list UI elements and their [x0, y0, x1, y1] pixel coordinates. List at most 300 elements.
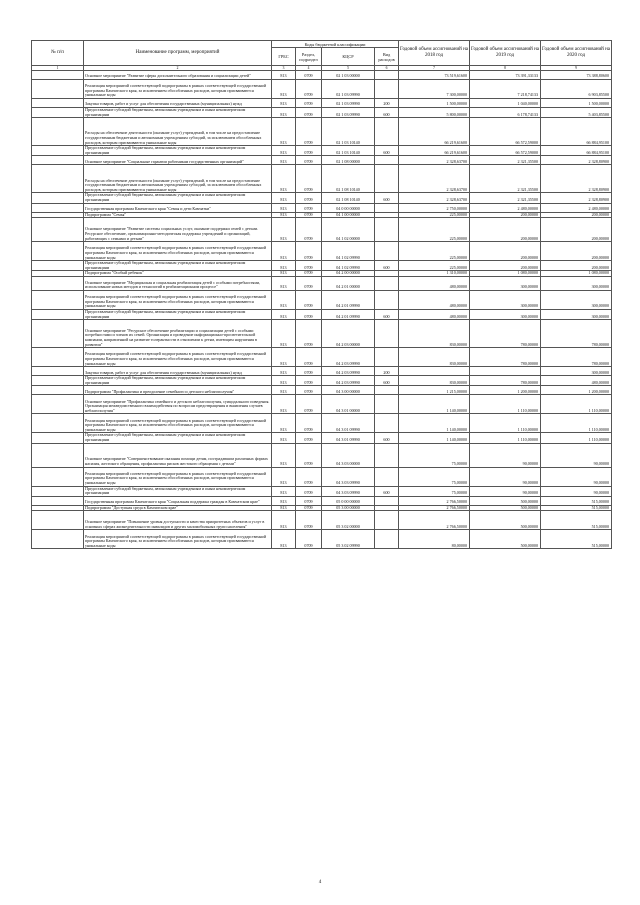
program-name-cell: Расходы на обеспечение деятельности (оказание услуг) учреждений, в том числе на предоставление государственным бюджетным и автономным учреждениям субсидий, за исключением обособленных расходов, которым присваиваются уникальные коды — [84, 118, 272, 146]
row-number-cell — [32, 386, 84, 395]
table-row — [32, 367, 612, 376]
razdel-cell: 0709 — [296, 496, 322, 505]
row-number-cell — [32, 395, 84, 414]
vr-cell: 600 — [375, 309, 399, 319]
ksr-cell: 05 3 02 00000 — [322, 511, 375, 530]
amount-2019-cell: 2 480,00000 — [470, 203, 541, 212]
ksr-cell: 04 1 02 00000 — [322, 218, 375, 242]
razdel-cell: 0709 — [296, 108, 322, 118]
amount-2019-cell: 73 391,33133 — [470, 71, 541, 80]
ksr-cell: 04 2 03 09990 — [322, 376, 375, 386]
program-name-cell: Реализация мероприятий соответствующей подпрограммы в рамках соответствующей государственной программы Камчатского края, за исключением обособленных расходов, которым присваиваются уникальные коды — [84, 467, 272, 486]
table-row — [32, 414, 612, 433]
razdel-cell: 0709 — [296, 165, 322, 193]
amount-2019-cell: 90,00000 — [470, 486, 541, 496]
table-row — [32, 290, 612, 309]
amount-2019-cell: 2 321,35500 — [470, 165, 541, 193]
header-2019: Годовой объем ассигнований на 2019 год — [470, 41, 541, 66]
grbs-cell: 813 — [272, 309, 296, 319]
amount-2020-cell: 2 328,80900 — [541, 156, 612, 165]
grbs-cell: 813 — [272, 443, 296, 467]
grbs-cell: 813 — [272, 467, 296, 486]
vr-cell — [375, 203, 399, 212]
ksr-cell: 04 3 01 09990 — [322, 414, 375, 433]
index-cell: 1 — [32, 66, 84, 71]
grbs-cell: 813 — [272, 511, 296, 530]
table-row — [32, 261, 612, 271]
razdel-cell: 0709 — [296, 290, 322, 309]
vr-cell — [375, 290, 399, 309]
razdel-cell: 0709 — [296, 193, 322, 203]
amount-2019-cell: 1 080,00000 — [470, 271, 541, 277]
amount-2018-cell: 480,00000 — [399, 290, 470, 309]
amount-2018-cell: 7 300,00000 — [399, 80, 470, 99]
amount-2019-cell: 1 200,00000 — [470, 386, 541, 395]
amount-2020-cell: 2 328,80900 — [541, 165, 612, 193]
program-name-cell: Реализация мероприятий соответствующей подпрограммы в рамках соответствующей государственной программы Камчатского края, за исключением обособленных расходов, которым присваиваются уникальные коды — [84, 414, 272, 433]
amount-2020-cell: 73 388,80600 — [541, 71, 612, 80]
header-razdel: Раздел, подраздел — [296, 48, 322, 66]
ksr-cell: 04 2 03 09990 — [322, 348, 375, 367]
table-row — [32, 320, 612, 348]
ksr-cell: 04 3 03 00000 — [322, 443, 375, 467]
row-number-cell — [32, 203, 84, 212]
amount-2020-cell: 1 500,00000 — [541, 99, 612, 108]
program-name-cell: Основное мероприятие "Развитие сферы дополнительного образования и социализации детей" — [84, 71, 272, 80]
amount-2018-cell: 480,00000 — [399, 309, 470, 319]
program-name-cell: Основное мероприятие "Совершенствование оказания помощи детям, пострадавшим различных формах насилия, жестокого обращения, профилактика рисков жестокого обращения с детьми" — [84, 443, 272, 467]
amount-2019-cell: 500,00000 — [470, 496, 541, 505]
amount-2019-cell: 90,00000 — [470, 467, 541, 486]
razdel-cell: 0709 — [296, 320, 322, 348]
amount-2019-cell: 2 321,35500 — [470, 156, 541, 165]
razdel-cell: 0709 — [296, 218, 322, 242]
amount-2020-cell: 515,00000 — [541, 505, 612, 511]
vr-cell — [375, 496, 399, 505]
grbs-cell: 813 — [272, 146, 296, 156]
amount-2019-cell: 66 572,59000 — [470, 146, 541, 156]
grbs-cell: 813 — [272, 242, 296, 261]
ksr-cell: 04 3 03 09990 — [322, 486, 375, 496]
program-name-cell: Государственная программа Камчатского края "Социальная поддержка граждан в Камчатском крае" — [84, 496, 272, 505]
header-name: Наименование программ, мероприятий — [84, 41, 272, 66]
row-number-cell — [32, 348, 84, 367]
program-name-cell: Предоставление субсидий бюджетным, автономным учреждениям и иным некоммерческим организациям — [84, 108, 272, 118]
row-number-cell — [32, 309, 84, 319]
table-row — [32, 118, 612, 146]
row-number-cell — [32, 367, 84, 376]
ksr-cell: 04 2 01 09990 — [322, 309, 375, 319]
row-number-cell — [32, 99, 84, 108]
row-number-cell — [32, 511, 84, 530]
table-row — [32, 99, 612, 108]
table-row — [32, 309, 612, 319]
amount-2019-cell: 500,00000 — [470, 530, 541, 549]
amount-2018-cell: 225,00000 — [399, 218, 470, 242]
razdel-cell: 0709 — [296, 271, 322, 277]
amount-2018-cell: 80,00000 — [399, 530, 470, 549]
amount-2020-cell: 300,00000 — [541, 367, 612, 376]
row-number-cell — [32, 376, 84, 386]
amount-2018-cell: 1 140,00000 — [399, 433, 470, 443]
table-row — [32, 165, 612, 193]
amount-2020-cell: 780,00000 — [541, 320, 612, 348]
vr-cell: 600 — [375, 146, 399, 156]
table-row — [32, 276, 612, 290]
razdel-cell: 0709 — [296, 276, 322, 290]
row-number-cell — [32, 276, 84, 290]
table-header — [32, 41, 612, 71]
ksr-cell: 02 1 08 10140 — [322, 193, 375, 203]
ksr-cell: 05 3 02 09990 — [322, 530, 375, 549]
grbs-cell: 813 — [272, 433, 296, 443]
row-number-cell — [32, 433, 84, 443]
razdel-cell: 0709 — [296, 486, 322, 496]
amount-2020-cell: 90,00000 — [541, 443, 612, 467]
table-row — [32, 108, 612, 118]
razdel-cell: 0709 — [296, 71, 322, 80]
vr-cell — [375, 530, 399, 549]
amount-2018-cell: 1 140,00000 — [399, 395, 470, 414]
razdel-cell: 0709 — [296, 467, 322, 486]
razdel-cell: 0709 — [296, 505, 322, 511]
ksr-cell: 05 0 00 00000 — [322, 496, 375, 505]
amount-2018-cell: 75,00000 — [399, 486, 470, 496]
program-name-cell: Предоставление субсидий бюджетным, автономным учреждениям и иным некоммерческим организациям — [84, 486, 272, 496]
amount-2020-cell: 515,00000 — [541, 496, 612, 505]
program-name-cell: Предоставление субсидий бюджетным, автономным учреждениям и иным некоммерческим организациям — [84, 193, 272, 203]
amount-2020-cell: 1 110,00000 — [541, 433, 612, 443]
index-cell: 7 — [399, 66, 470, 71]
amount-2018-cell: 2 766,50000 — [399, 511, 470, 530]
grbs-cell: 813 — [272, 348, 296, 367]
header-grbs: ГРБС — [272, 48, 296, 66]
row-number-cell — [32, 320, 84, 348]
razdel-cell: 0709 — [296, 386, 322, 395]
amount-2020-cell: 90,00000 — [541, 486, 612, 496]
amount-2019-cell: 1 110,00000 — [470, 395, 541, 414]
program-name-cell: Основное мероприятие "Медицинская и социальная реабилитация детей с особыми потребностями, использование новых методов и технологий в реабилитационном процессе" — [84, 276, 272, 290]
razdel-cell: 0709 — [296, 203, 322, 212]
razdel-cell: 0709 — [296, 118, 322, 146]
vr-cell — [375, 242, 399, 261]
table-body — [32, 71, 612, 549]
row-number-cell — [32, 496, 84, 505]
program-name-cell: Реализация мероприятий соответствующей подпрограммы в рамках соответствующей государственной программы Камчатского края, за исключением обособленных расходов, которым присваиваются уникальные коды — [84, 290, 272, 309]
grbs-cell: 813 — [272, 80, 296, 99]
program-name-cell: Реализация мероприятий соответствующей подпрограммы в рамках соответствующей государственной программы Камчатского края, за исключением обособленных расходов, которым присваиваются уникальные коды — [84, 80, 272, 99]
amount-2020-cell: 1 080,00000 — [541, 271, 612, 277]
amount-2018-cell: 830,00000 — [399, 348, 470, 367]
razdel-cell: 0709 — [296, 80, 322, 99]
amount-2019-cell: 300,00000 — [470, 309, 541, 319]
vr-cell — [375, 414, 399, 433]
program-name-cell: Предоставление субсидий бюджетным, автономным учреждениям и иным некоммерческим организациям — [84, 433, 272, 443]
vr-cell — [375, 156, 399, 165]
row-number-cell — [32, 71, 84, 80]
row-number-cell — [32, 165, 84, 193]
amount-2020-cell: 200,00000 — [541, 261, 612, 271]
table-row — [32, 80, 612, 99]
program-name-cell: Основное мероприятие "Социальные гарантии работникам государственных организаций" — [84, 156, 272, 165]
amount-2020-cell: 90,00000 — [541, 467, 612, 486]
amount-2018-cell: 2 328,63700 — [399, 156, 470, 165]
table-row — [32, 511, 612, 530]
program-name-cell: Подпрограмма "Особый ребенок" — [84, 271, 272, 277]
amount-2020-cell: 1 110,00000 — [541, 414, 612, 433]
amount-2019-cell: 500,00000 — [470, 505, 541, 511]
table-row — [32, 242, 612, 261]
ksr-cell: 04 2 03 00000 — [322, 320, 375, 348]
amount-2020-cell: 2 328,80900 — [541, 193, 612, 203]
program-name-cell: Закупка товаров, работ и услуг для обеспечения государственных (муниципальных) нужд — [84, 367, 272, 376]
amount-2018-cell: 830,00000 — [399, 376, 470, 386]
grbs-cell: 813 — [272, 496, 296, 505]
grbs-cell: 813 — [272, 486, 296, 496]
program-name-cell: Подпрограмма "Семья" — [84, 212, 272, 218]
amount-2020-cell: 200,00000 — [541, 212, 612, 218]
row-number-cell — [32, 443, 84, 467]
vr-cell: 600 — [375, 261, 399, 271]
amount-2018-cell: 2 750,00000 — [399, 203, 470, 212]
amount-2019-cell — [470, 367, 541, 376]
amount-2018-cell: 480,00000 — [399, 276, 470, 290]
grbs-cell: 813 — [272, 505, 296, 511]
ksr-cell: 02 1 03 09990 — [322, 99, 375, 108]
ksr-cell: 02 1 03 09990 — [322, 80, 375, 99]
table-row — [32, 496, 612, 505]
amount-2018-cell: 75,00000 — [399, 467, 470, 486]
vr-cell — [375, 320, 399, 348]
grbs-cell: 813 — [272, 99, 296, 108]
table-row — [32, 443, 612, 467]
row-number-cell — [32, 467, 84, 486]
table-row — [32, 433, 612, 443]
program-name-cell: Государственная программа Камчатского края "Семья и дети Камчатки" — [84, 203, 272, 212]
amount-2019-cell: 200,00000 — [470, 261, 541, 271]
header-2020: Годовой объем ассигнований на 2020 год — [541, 41, 612, 66]
amount-2019-cell: 1 110,00000 — [470, 433, 541, 443]
amount-2019-cell: 2 321,35500 — [470, 193, 541, 203]
vr-cell: 200 — [375, 99, 399, 108]
razdel-cell: 0709 — [296, 414, 322, 433]
razdel-cell: 0709 — [296, 376, 322, 386]
vr-cell — [375, 395, 399, 414]
program-name-cell: Реализация мероприятий соответствующей подпрограммы в рамках соответствующей государственной программы Камчатского края, за исключением обособленных расходов, которым присваиваются уникальные коды — [84, 348, 272, 367]
amount-2019-cell: 780,00000 — [470, 320, 541, 348]
table-row — [32, 486, 612, 496]
ksr-cell: 02 1 03 10140 — [322, 118, 375, 146]
vr-cell — [375, 165, 399, 193]
program-name-cell: Основное мероприятие "Развитие системы социальных услуг, оказание поддержки семей с детьми. Ресурсное обеспечение, организационно-методическая поддержка учреждений и организаций, работающих с семьями и детьми" — [84, 218, 272, 242]
vr-cell — [375, 386, 399, 395]
grbs-cell: 813 — [272, 530, 296, 549]
vr-cell — [375, 511, 399, 530]
grbs-cell: 813 — [272, 386, 296, 395]
vr-cell — [375, 218, 399, 242]
ksr-cell: 02 1 08 00000 — [322, 156, 375, 165]
index-cell: 9 — [541, 66, 612, 71]
index-cell: 4 — [296, 66, 322, 71]
row-number-cell — [32, 80, 84, 99]
amount-2020-cell: 6 903,85500 — [541, 80, 612, 99]
razdel-cell: 0709 — [296, 348, 322, 367]
vr-cell — [375, 467, 399, 486]
amount-2018-cell: 2 328,63700 — [399, 165, 470, 193]
table-row — [32, 467, 612, 486]
index-cell: 5 — [322, 66, 375, 71]
amount-2018-cell: 2 766,50000 — [399, 505, 470, 511]
row-number-cell — [32, 108, 84, 118]
table-row — [32, 203, 612, 212]
amount-2020-cell: 66 884,95100 — [541, 146, 612, 156]
amount-2020-cell: 1 110,00000 — [541, 395, 612, 414]
amount-2019-cell: 300,00000 — [470, 290, 541, 309]
ksr-cell: 04 2 01 00000 — [322, 276, 375, 290]
amount-2019-cell: 90,00000 — [470, 443, 541, 467]
amount-2019-cell: 200,00000 — [470, 218, 541, 242]
row-number-cell — [32, 414, 84, 433]
amount-2018-cell: 2 328,63700 — [399, 193, 470, 203]
ksr-cell: 02 1 08 10140 — [322, 165, 375, 193]
amount-2019-cell: 780,00000 — [470, 376, 541, 386]
grbs-cell: 813 — [272, 290, 296, 309]
amount-2020-cell: 515,00000 — [541, 530, 612, 549]
header-vr: Вид расходов — [375, 48, 399, 66]
budget-table — [31, 40, 612, 549]
grbs-cell: 813 — [272, 367, 296, 376]
amount-2020-cell: 300,00000 — [541, 276, 612, 290]
amount-2019-cell: 6 178,74133 — [470, 108, 541, 118]
program-name-cell: Закупка товаров, работ и услуг для обеспечения государственных (муниципальных) нужд — [84, 99, 272, 108]
vr-cell — [375, 443, 399, 467]
amount-2020-cell: 200,00000 — [541, 242, 612, 261]
ksr-cell: 04 1 02 09990 — [322, 242, 375, 261]
row-number-cell — [32, 193, 84, 203]
amount-2020-cell: 5 403,85500 — [541, 108, 612, 118]
razdel-cell: 0709 — [296, 443, 322, 467]
document-page — [31, 40, 611, 549]
program-name-cell: Предоставление субсидий бюджетным, автономным учреждениям и иным некоммерческим организациям — [84, 376, 272, 386]
amount-2020-cell: 66 884,95100 — [541, 118, 612, 146]
vr-cell: 600 — [375, 193, 399, 203]
amount-2018-cell: 1 500,00000 — [399, 99, 470, 108]
program-name-cell: Подпрограмма "Профилактика и преодоление семейного и детского неблагополучия" — [84, 386, 272, 395]
ksr-cell: 02 1 03 09990 — [322, 108, 375, 118]
amount-2019-cell: 300,00000 — [470, 276, 541, 290]
amount-2018-cell: 75,00000 — [399, 443, 470, 467]
table-row — [32, 348, 612, 367]
amount-2018-cell — [399, 367, 470, 376]
index-cell: 2 — [84, 66, 272, 71]
amount-2018-cell: 1 140,00000 — [399, 414, 470, 433]
amount-2018-cell: 1 310,00000 — [399, 271, 470, 277]
amount-2018-cell: 2 766,50000 — [399, 496, 470, 505]
amount-2018-cell: 225,00000 — [399, 242, 470, 261]
amount-2020-cell: 780,00000 — [541, 348, 612, 367]
table-row — [32, 395, 612, 414]
grbs-cell: 813 — [272, 165, 296, 193]
ksr-cell: 02 1 03 00000 — [322, 71, 375, 80]
grbs-cell: 813 — [272, 320, 296, 348]
row-number-cell — [32, 290, 84, 309]
ksr-cell: 04 1 02 09990 — [322, 261, 375, 271]
amount-2019-cell: 200,00000 — [470, 242, 541, 261]
table-row — [32, 156, 612, 165]
program-name-cell: Подпрограмма "Доступная среда в Камчатском крае" — [84, 505, 272, 511]
vr-cell — [375, 71, 399, 80]
ksr-cell: 04 3 01 00000 — [322, 395, 375, 414]
grbs-cell: 813 — [272, 118, 296, 146]
header-2018: Годовой объем ассигнований на 2018 год — [399, 41, 470, 66]
table-row — [32, 146, 612, 156]
amount-2019-cell: 500,00000 — [470, 511, 541, 530]
razdel-cell: 0709 — [296, 511, 322, 530]
grbs-cell: 813 — [272, 156, 296, 165]
program-name-cell: Предоставление субсидий бюджетным, автономным учреждениям и иным некоммерческим организациям — [84, 309, 272, 319]
row-number-cell — [32, 118, 84, 146]
vr-cell — [375, 118, 399, 146]
header-codes-group: Коды бюджетной классификации — [272, 41, 399, 48]
grbs-cell: 813 — [272, 271, 296, 277]
vr-cell: 600 — [375, 108, 399, 118]
row-number-cell — [32, 146, 84, 156]
page-number: 4 — [318, 880, 322, 885]
table-row — [32, 386, 612, 395]
grbs-cell: 813 — [272, 261, 296, 271]
vr-cell: 600 — [375, 486, 399, 496]
amount-2019-cell: 780,00000 — [470, 348, 541, 367]
program-name-cell: Основное мероприятие "Профилактика семейного и детского неблагополучия, суицидального поведения. Организация межведомственного взаимодействия по вопросам предотвращения и выявления случаев неблагополучия" — [84, 395, 272, 414]
amount-2018-cell: 5 800,00000 — [399, 108, 470, 118]
amount-2018-cell: 66 219,61600 — [399, 146, 470, 156]
program-name-cell: Реализация мероприятий соответствующей подпрограммы в рамках соответствующей государственной программы Камчатского края, за исключением обособленных расходов, которым присваиваются уникальные коды — [84, 242, 272, 261]
grbs-cell: 813 — [272, 395, 296, 414]
razdel-cell: 0709 — [296, 433, 322, 443]
grbs-cell: 813 — [272, 218, 296, 242]
ksr-cell: 04 1 00 00000 — [322, 212, 375, 218]
vr-cell — [375, 276, 399, 290]
razdel-cell: 0709 — [296, 99, 322, 108]
grbs-cell: 813 — [272, 276, 296, 290]
row-number-cell — [32, 486, 84, 496]
grbs-cell: 813 — [272, 203, 296, 212]
index-cell: 6 — [375, 66, 399, 71]
vr-cell — [375, 80, 399, 99]
amount-2018-cell: 225,00000 — [399, 261, 470, 271]
amount-2018-cell: 1 215,00000 — [399, 386, 470, 395]
amount-2020-cell: 200,00000 — [541, 218, 612, 242]
amount-2020-cell: 1 200,00000 — [541, 386, 612, 395]
index-cell: 3 — [272, 66, 296, 71]
razdel-cell: 0709 — [296, 395, 322, 414]
amount-2020-cell: 300,00000 — [541, 309, 612, 319]
razdel-cell: 0709 — [296, 156, 322, 165]
amount-2020-cell: 515,00000 — [541, 511, 612, 530]
vr-cell: 600 — [375, 433, 399, 443]
grbs-cell: 813 — [272, 414, 296, 433]
row-number-cell — [32, 242, 84, 261]
header-ksr: КЦСР — [322, 48, 375, 66]
amount-2020-cell: 480,00000 — [541, 376, 612, 386]
amount-2020-cell: 2 480,00000 — [541, 203, 612, 212]
vr-cell — [375, 348, 399, 367]
row-number-cell — [32, 261, 84, 271]
header-num: № п/п — [32, 41, 84, 66]
amount-2018-cell: 73 519,61600 — [399, 71, 470, 80]
row-number-cell — [32, 218, 84, 242]
razdel-cell: 0709 — [296, 309, 322, 319]
